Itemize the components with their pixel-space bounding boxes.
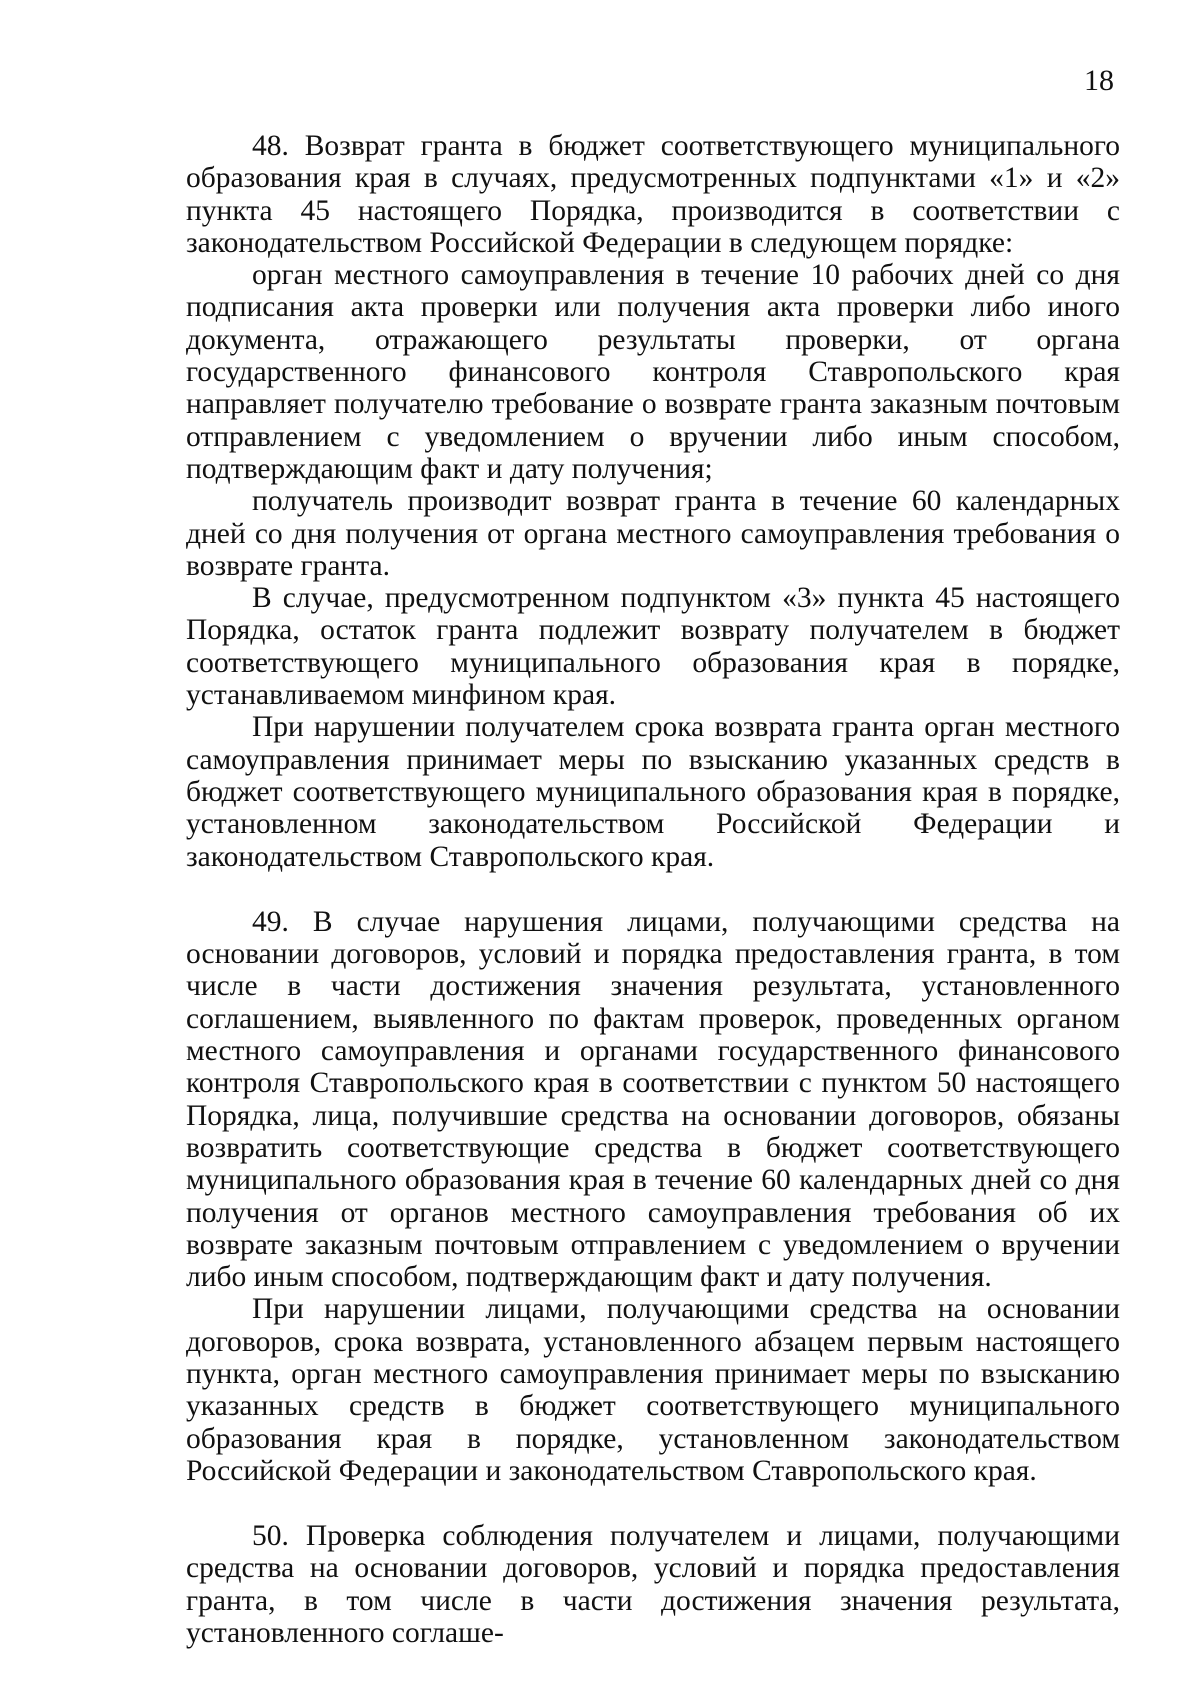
paragraph-49-intro: 49. В случае нарушения лицами, получающими средства на основании договоров, условий и порядка предоставления гранта, в том числе в части достижения значения результата, установленного соглашением, выявленного по фактам проверок, проведенных органом местного самоуправления и органами государственного финансового контроля Ставропольского края в соответствии с пунктом 50 настоящего Порядка, лица, получившие средства на основании договоров, обязаны возвратить соответствующие средства в бюджет соответствующего муниципального образования края в течение 60 календарных дней со дня получения от органов местного самоуправления требования об их возврате заказным почтовым отправлением с уведомлением о вручении либо иным способом, подтверждающим факт и дату получения.: [186, 905, 1120, 1294]
paragraph-49-violation: При нарушении лицами, получающими средства на основании договоров, срока возврата, установленного абзацем первым настоящего пункта, орган местного самоуправления принимает меры по взысканию указанных средств в бюджет соответствующего муниципального образования края в порядке, установленном законодательством Российской Федерации и законодательством Ставропольского края.: [186, 1293, 1120, 1487]
document-body: [186, 130, 1120, 1649]
paragraph-48-intro: 48. Возврат гранта в бюджет соответствующего муниципального образования края в случаях, предусмотренных подпунктами «1» и «2» пункта 45 настоящего Порядка, производится в соответствии с законодательством Российской Федерации в следующем порядке:: [186, 130, 1120, 259]
paragraph-48-violation: При нарушении получателем срока возврата гранта орган местного самоуправления принимает меры по взысканию указанных средств в бюджет соответствующего муниципального образования края в порядке, установленном законодательством Российской Федерации и законодательством Ставропольского края.: [186, 711, 1120, 873]
paragraph-48-step-one: орган местного самоуправления в течение 10 рабочих дней со дня подписания акта проверки или получения акта проверки либо иного документа, отражающего результаты проверки, от органа государственного финансового контроля Ставропольского края направляет получателю требование о возврате гранта заказным почтовым отправлением с уведомлением о вручении либо иным способом, подтверждающим факт и дату получения;: [186, 259, 1120, 485]
paragraph-48-remainder: В случае, предусмотренном подпунктом «3» пункта 45 настоящего Порядка, остаток гранта подлежит возврату получателем в бюджет соответствующего муниципального образования края в порядке, устанавливаемом минфином края.: [186, 582, 1120, 712]
page-number: 18: [1084, 64, 1114, 97]
paragraph-50-intro: 50. Проверка соблюдения получателем и лицами, получающими средства на основании договоров, условий и порядка предоставления гранта, в том числе в части достижения значения результата, установленного соглаше-: [186, 1520, 1120, 1650]
paragraph-48-step-two: получатель производит возврат гранта в течение 60 календарных дней со дня получения от органа местного самоуправления требования о возврате гранта.: [186, 485, 1120, 582]
